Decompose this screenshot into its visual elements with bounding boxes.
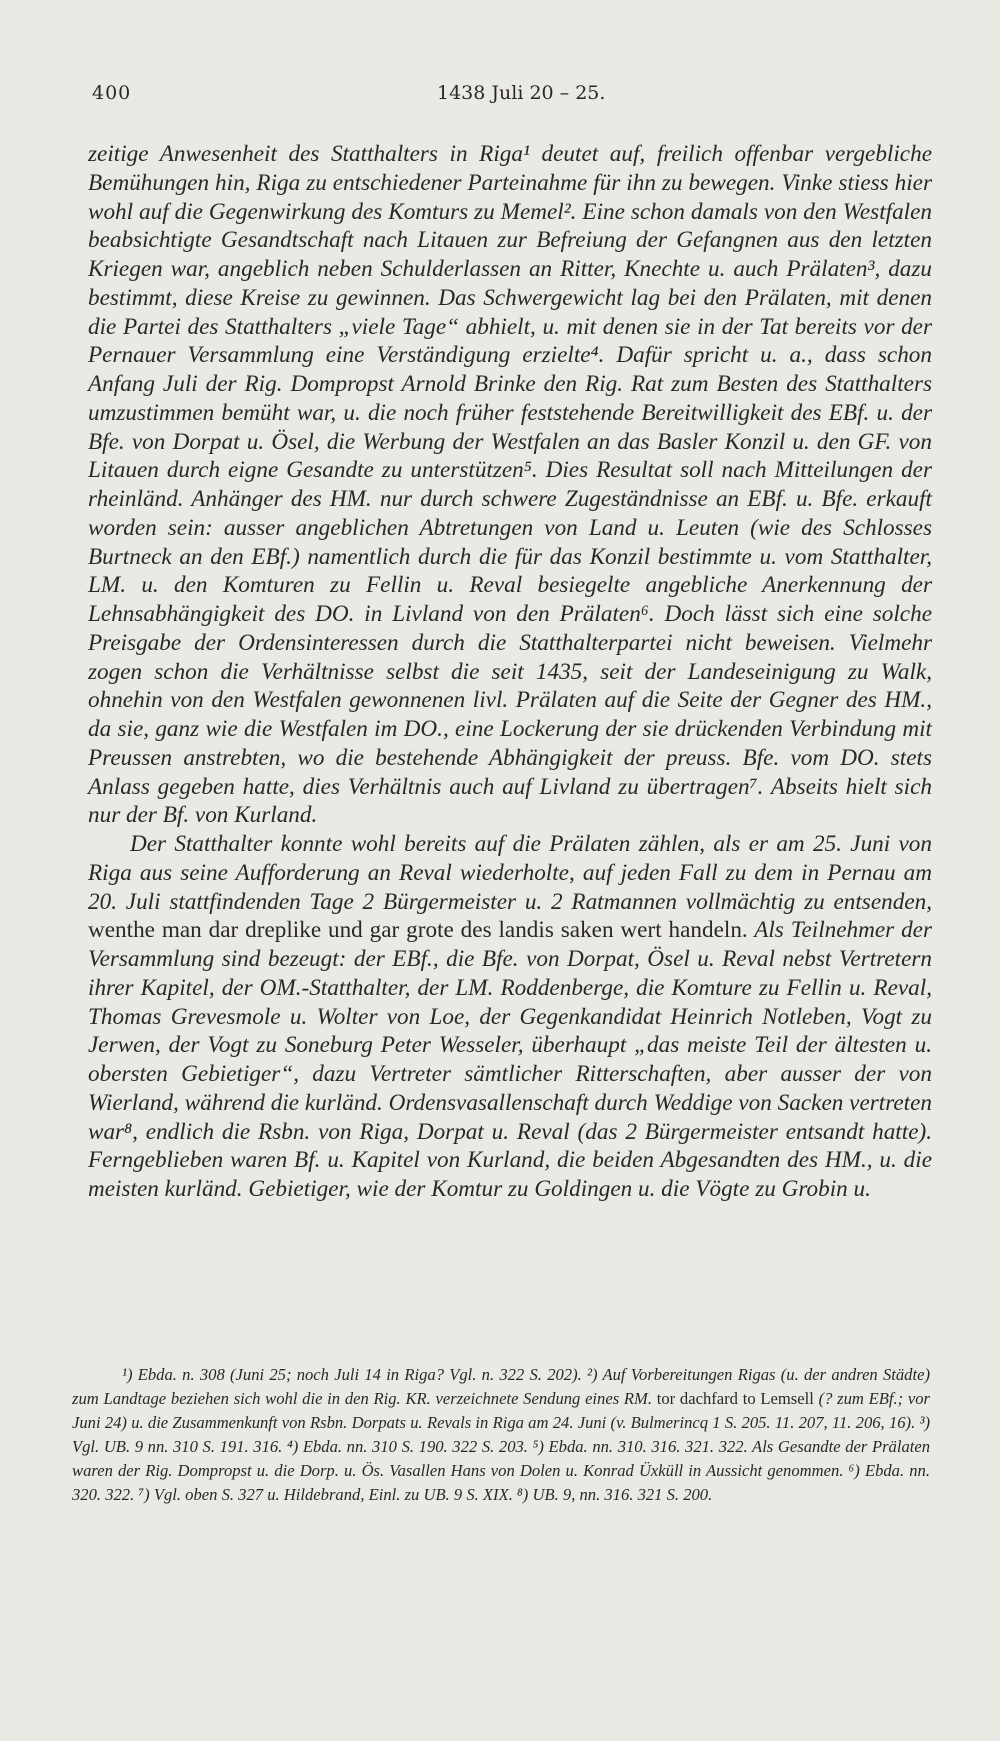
footnote-6: ⁶) Ebda. nn. 320. 322.	[72, 1461, 930, 1505]
paragraph: zeitige Anwesenheit des Statthalters in Riga¹ deutet auf, freilich offenbar vergebliche Bemühungen hin, Riga zu entschiedener Parteinahme für ihn zu bewegen. Vinke stiess hier wohl auf die Gegenwirkung des Komturs zu Memel². Eine schon damals von den Westfalen beabsichtigte Gesandtschaft nach Litauen zur Befreiung der Gefangnen aus den letzten Kriegen war, angeblich neben Schulderlassen an Ritter, Knechte u. auch Prälaten³, dazu bestimmt, diese Kreise zu gewinnen. Das Schwergewicht lag bei den Prälaten, mit denen die Partei des Statthalters „viele Tage“ abhielt, u. mit denen sie in der Tat bereits vor der Pernauer Versammlung eine Verständigung erzielte⁴. Dafür spricht u. a., dass schon Anfang Juli der Rig. Dompropst Arnold Brinke den Rig. Rat zum Besten des Statthalters umzustimmen bemüht war, u. die noch früher feststehende Bereitwilligkeit des EBf. u. der Bfe. von Dorpat u. Ösel, die Werbung der Westfalen an das Basler Konzil u. den GF. von Litauen durch eigne Gesandte zu unterstützen⁵. Dies Resultat soll nach Mitteilungen der rheinländ. Anhänger des HM. nur durch schwere Zugeständnisse an EBf. u. Bfe. erkauft worden sein: ausser angeblichen Abtretungen von Land u. Leuten (wie des Schlosses Burtneck an den EBf.) namentlich durch die für das Konzil bestimmte u. vom Statthalter, LM. u. den Komturen zu Fellin u. Reval besiegelte angebliche Anerkennung der Lehnsabhängigkeit des DO. in Livland von den Prälaten⁶. Doch lässt sich eine solche Preisgabe der Ordensinteressen durch die Statthalterpartei nicht beweisen. Vielmehr zogen schon die Verhältnisse selbst die seit 1435, seit der Landeseinigung zu Walk, ohnehin von den Westfalen gewonnenen livl. Prälaten auf die Seite der Gegner des HM., da sie, ganz wie die Westfalen im DO., eine Lockerung der sie drückenden Verbindung mit Preussen anstrebten, wo die bestehende Abhängigkeit der preuss. Bfe. vom DO. stets Anlass gegeben hatte, dies Verhältnis auch auf Livland zu übertragen⁷. Abseits hielt sich nur der Bf. von Kurland.	[88, 141, 932, 829]
main-text	[88, 140, 932, 1204]
footnotes	[72, 1363, 930, 1508]
running-title: 1438 Juli 20 – 25.	[437, 82, 606, 104]
footnote-7: ⁷) Vgl. oben S. 327 u. Hildebrand, Einl. zu UB. 9 S. XIX.	[138, 1485, 513, 1505]
footnote-4: ⁴) Ebda. nn. 310 S. 190. 322 S. 203.	[286, 1437, 528, 1457]
footnote-block	[72, 1363, 930, 1508]
footnote-1: ¹) Ebda. n. 308 (Juni 25; noch Juli 14 in Riga? Vgl. n. 322 S. 202).	[122, 1365, 582, 1384]
footnote-5: ⁵) Ebda. nn. 310. 316. 321. 322. Als Gesandte der Prälaten waren der Rig. Dompropst u. die Dorp. u. Ös. Vasallen Hans von Dolen u. Konrad Üxküll in Aussicht genommen.	[72, 1437, 931, 1481]
quoted-source-text: wenthe man dar dreplike und gar grote des landis saken wert handeln.	[88, 917, 748, 944]
footnote-3: ³) Vgl. UB. 9 nn. 310 S. 191. 316.	[72, 1413, 931, 1457]
italic-text: Der Statthalter konnte wohl bereits auf die Prälaten zählen, als er am 25. Juni von Riga aus seine Aufforderung an Reval wiederholte, auf jeden Fall zu dem in Pernau am 20. Juli stattfindenden Tage 2 Bürgermeister u. 2 Ratmannen vollmächtig zu entsenden,	[88, 831, 932, 915]
page-number: 400	[92, 82, 132, 104]
page-header	[92, 82, 922, 112]
paragraph	[88, 830, 932, 1204]
footnote-2-text: ²) Auf Vorbereitungen Rigas (u. der andren Städte) zum Landtage beziehen sich wohl die in den Rig. KR. verzeichnete Sendung eines RM.	[72, 1365, 930, 1409]
footnote-2-text-cont: (? zum EBf.; vor Juni 24) u. die Zusammenkunft von Rsbn. Dorpats u. Revals in Riga am 24. Juni (v. Bulmerincq 1 S. 205. 11. 207, 11. 206, 16).	[72, 1389, 931, 1433]
footnote-8: ⁸) UB. 9, nn. 316. 321 S. 200.	[517, 1485, 713, 1505]
footnote-2-quote: tor dachfard to Lemsell	[656, 1389, 814, 1409]
italic-text: Als Teilnehmer der Versammlung sind bezeugt: der EBf., die Bfe. von Dorpat, Ösel u. Reval nebst Vertretern ihrer Kapitel, der OM.-Statthalter, der LM. Roddenberge, die Komture zu Fellin u. Reval, Thomas Grevesmole u. Wolter von Loe, der Gegenkandidat Heinrich Notleben, Vogt zu Jerwen, der Vogt zu Soneburg Peter Wesseler, überhaupt „das meiste Teil der ältesten u. obersten Gebietiger“, dazu Vertreter sämtlicher Ritterschaften, aber ausser der von Wierland, während die kurländ. Ordensvasallenschaft durch Weddige von Sacken vertreten war⁸, endlich die Rsbn. von Riga, Dorpat u. Reval (das 2 Bürgermeister entsandt hatte). Ferngeblieben waren Bf. u. Kapitel von Kurland, die beiden Abgesandten des HM., u. die meisten kurländ. Gebietiger, wie der Komtur zu Goldingen u. die Vögte zu Grobin u.	[88, 917, 932, 1202]
